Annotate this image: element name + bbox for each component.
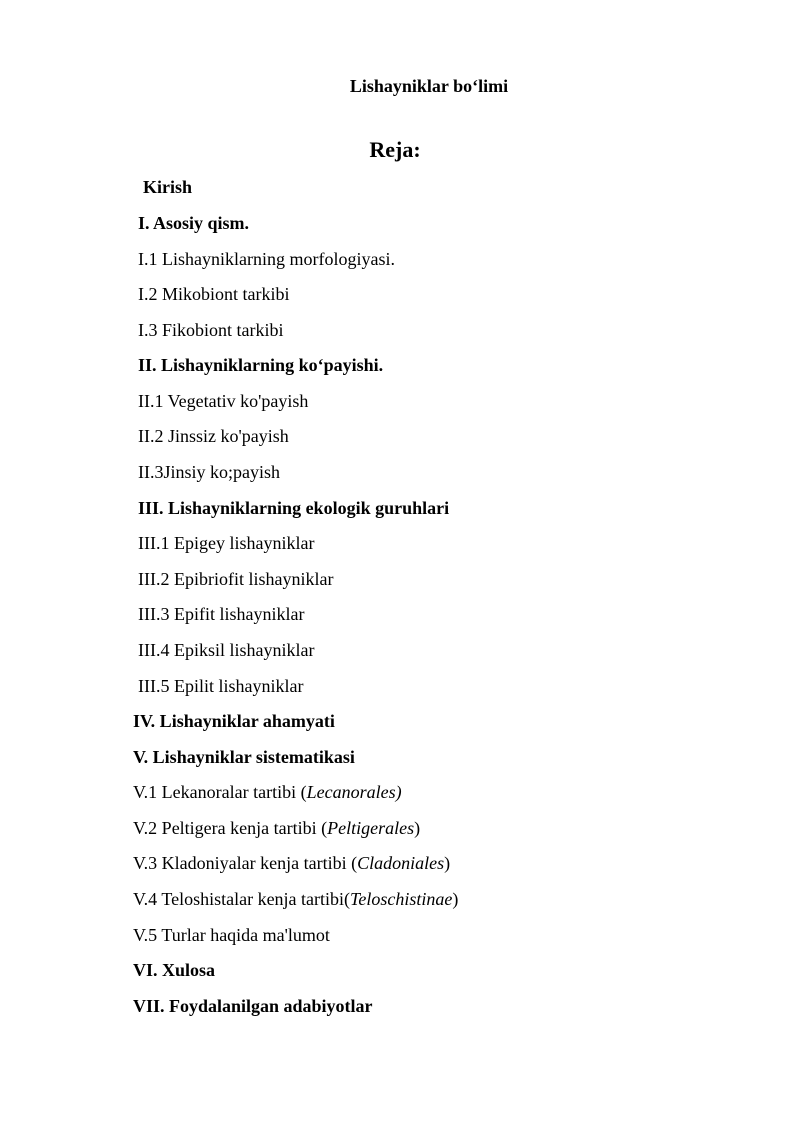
toc-section-1: I. Asosiy qism. <box>138 213 250 233</box>
document-title: Lishayniklar bo‘limi <box>349 76 509 96</box>
toc-item-5-1-text: V.1 Lekanoralar tartibi ( <box>133 782 307 802</box>
toc-section-6: VI. Xulosa <box>133 960 216 980</box>
toc-item-5-2 <box>133 817 420 839</box>
toc-item-3-3: III.3 Epifit lishayniklar <box>138 604 305 624</box>
toc-item-5-2-latin-name: Peltigerales <box>327 818 415 838</box>
toc-item-3-2: III.2 Epibriofit lishayniklar <box>138 569 334 589</box>
toc-item-3-4: III.4 Epiksil lishayniklar <box>138 640 315 660</box>
toc-item-3-5: III.5 Epilit lishayniklar <box>138 676 304 696</box>
toc-item-2-2: II.2 Jinssiz ko'payish <box>138 426 289 446</box>
toc-item-5-4-latin-name: Teloschistinae <box>350 889 453 909</box>
toc-item-5-3-closing: ) <box>444 853 451 873</box>
toc-item-1-1: I.1 Lishayniklarning morfologiyasi. <box>138 249 395 269</box>
toc-item-5-2-closing: ) <box>414 818 421 838</box>
toc-item-1-2: I.2 Mikobiont tarkibi <box>138 284 290 304</box>
toc-intro: Kirish <box>143 177 193 197</box>
toc-item-5-2-text: V.2 Peltigera kenja tartibi ( <box>133 818 328 838</box>
toc-item-5-1-latin-name: Lecanorales) <box>306 782 402 802</box>
toc-item-5-3 <box>133 852 450 874</box>
toc-item-2-3: II.3Jinsiy ko;payish <box>138 462 280 482</box>
toc-item-5-4 <box>133 888 458 910</box>
toc-section-5: V. Lishayniklar sistematikasi <box>133 747 355 767</box>
toc-item-5-5: V.5 Turlar haqida ma'lumot <box>133 925 330 945</box>
toc-section-3: III. Lishayniklarning ekologik guruhlari <box>138 498 450 518</box>
toc-item-1-3: I.3 Fikobiont tarkibi <box>138 320 284 340</box>
toc-item-5-3-text: V.3 Kladoniyalar kenja tartibi ( <box>133 853 358 873</box>
toc-item-3-1: III.1 Epigey lishayniklar <box>138 533 315 553</box>
plan-heading: Reja: <box>369 137 421 162</box>
toc-item-2-1: II.1 Vegetativ ko'payish <box>138 391 309 411</box>
toc-item-5-3-latin-name: Cladoniales <box>357 853 445 873</box>
toc-item-5-4-closing: ) <box>452 889 459 909</box>
toc-section-2: II. Lishayniklarning ko‘payishi. <box>138 355 384 375</box>
toc-section-7: VII. Foydalanilgan adabiyotlar <box>133 996 373 1016</box>
toc-section-4: IV. Lishayniklar ahamyati <box>133 711 335 731</box>
toc-item-5-1 <box>133 781 402 803</box>
toc-item-5-4-text: V.4 Teloshistalar kenja tartibi( <box>133 889 351 909</box>
